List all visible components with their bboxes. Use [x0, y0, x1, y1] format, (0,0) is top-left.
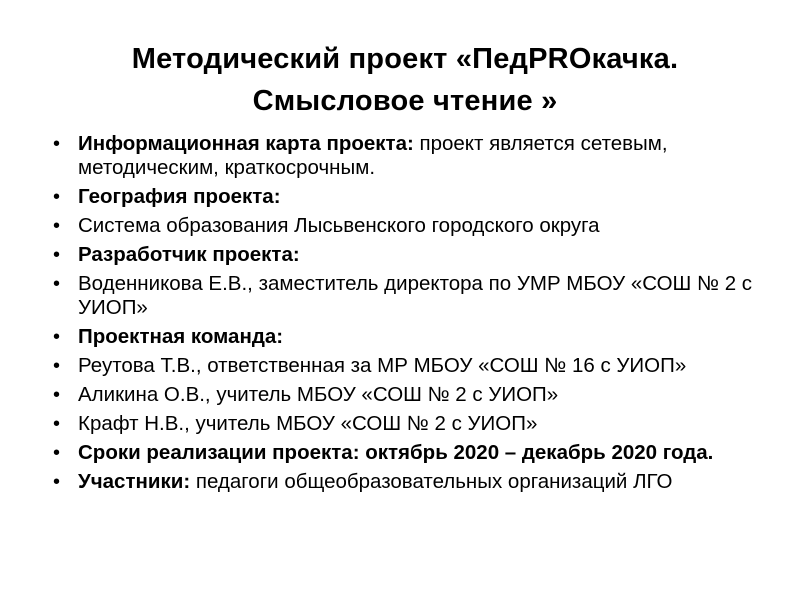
bullet-item-developer-heading: [50, 243, 760, 267]
bullet-icon: •: [53, 244, 61, 266]
bullet-icon: •: [53, 133, 61, 155]
bullet-text: Воденникова Е.В., заместитель директора по УМР МБОУ «СОШ № 2 с УИОП»: [78, 272, 753, 319]
bullet-item-developer: [50, 272, 760, 320]
bullet-icon: •: [53, 186, 61, 208]
bullet-text: Крафт Н.В., учитель МБОУ «СОШ № 2 с УИОП»: [78, 412, 538, 435]
bullet-label: Участники:: [78, 470, 191, 493]
bullet-item-geography: [50, 214, 760, 238]
bullet-item-team-heading: [50, 325, 760, 349]
bullet-icon: •: [53, 413, 61, 435]
bullet-icon: •: [53, 273, 61, 295]
bullet-item-team-member-1: [50, 354, 760, 378]
bullet-label: Проектная команда:: [78, 325, 284, 348]
bullet-icon: •: [53, 384, 61, 406]
bullet-list: [50, 132, 760, 494]
bullet-item-geography-heading: [50, 185, 760, 209]
bullet-item-timeline: [50, 441, 760, 465]
bullet-text: проект является сетевым, методическим, краткосрочным.: [78, 132, 668, 179]
bullet-label: Сроки реализации проекта: октябрь 2020 – декабрь 2020 года.: [78, 441, 714, 464]
bullet-label: Разработчик проекта:: [78, 243, 300, 266]
bullet-text: Система образования Лысьвенского городского округа: [78, 214, 600, 237]
bullet-text: педагоги общеобразовательных организаций ЛГО: [190, 470, 673, 493]
bullet-item-participants: [50, 470, 760, 494]
bullet-icon: •: [53, 215, 61, 237]
slide-title-line-1: Методический проект «ПедPROкачка.: [131, 43, 679, 75]
bullet-label: География проекта:: [78, 185, 281, 208]
slide-title-line-2: Смысловое чтение »: [252, 85, 558, 117]
bullet-item-team-member-2: [50, 383, 760, 407]
bullet-icon: •: [53, 471, 61, 493]
bullet-item-team-member-3: [50, 412, 760, 436]
bullet-icon: •: [53, 355, 61, 377]
bullet-icon: •: [53, 326, 61, 348]
bullet-text: Аликина О.В., учитель МБОУ «СОШ № 2 с УИОП»: [78, 383, 559, 406]
bullet-icon: •: [53, 442, 61, 464]
slide-title: [50, 38, 760, 122]
bullet-text: Реутова Т.В., ответственная за МР МБОУ «СОШ № 16 с УИОП»: [78, 354, 687, 377]
bullet-item-info-card: [50, 132, 760, 180]
bullet-label: Информационная карта проекта:: [78, 132, 414, 155]
